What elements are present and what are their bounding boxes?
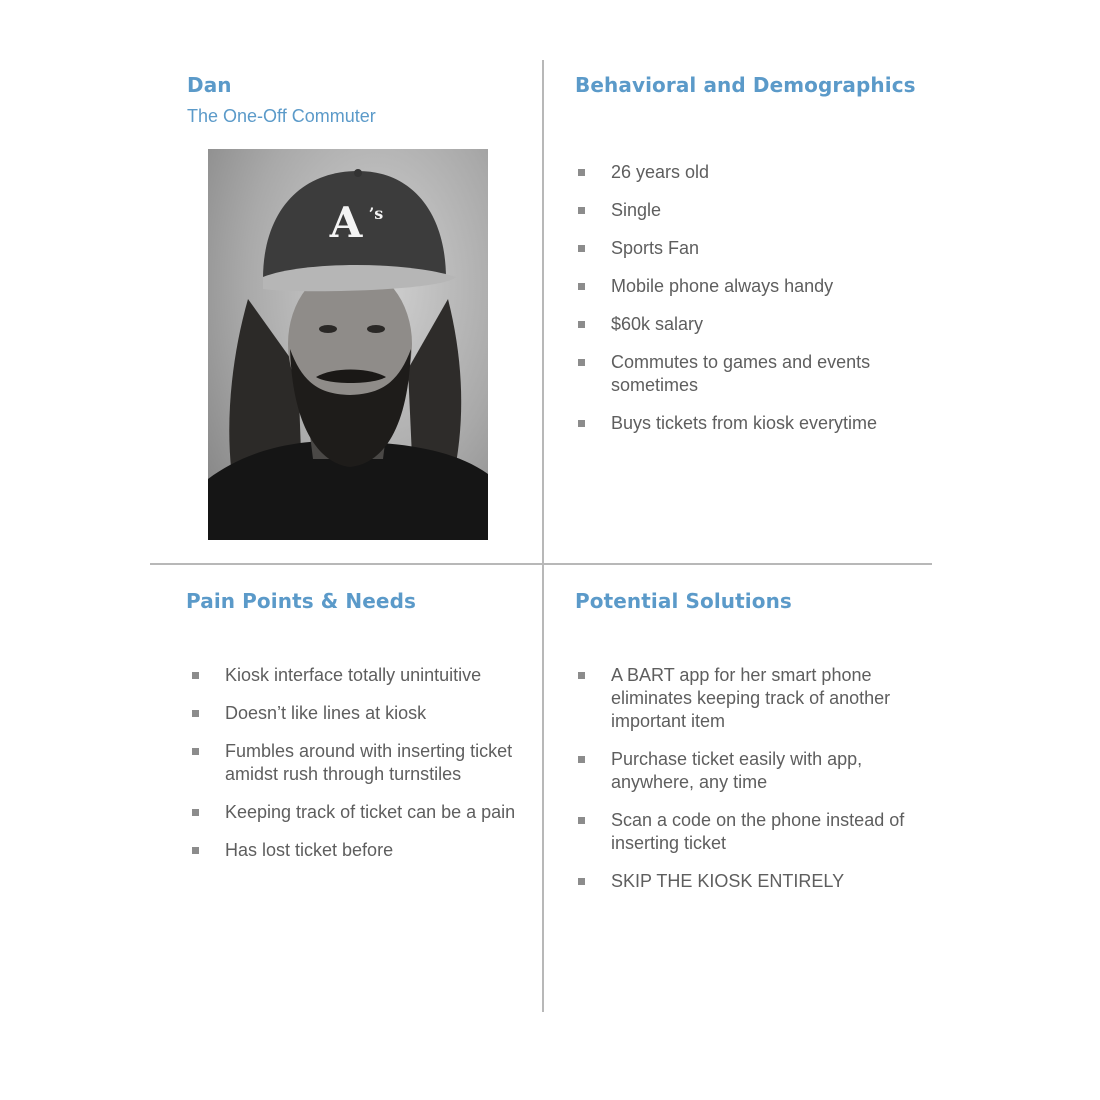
square-bullet-icon xyxy=(578,283,585,290)
list-item: Purchase ticket easily with app, anywhere, any time xyxy=(575,748,915,794)
athletics-logo-apostrophe-icon: ’s xyxy=(368,204,384,223)
persona-photo xyxy=(208,149,488,540)
square-bullet-icon xyxy=(578,169,585,176)
behavioral-list xyxy=(575,161,925,450)
list-item: Sports Fan xyxy=(575,237,925,260)
square-bullet-icon xyxy=(192,710,199,717)
solutions-heading: Potential Solutions xyxy=(575,589,792,613)
list-item: $60k salary xyxy=(575,313,925,336)
square-bullet-icon xyxy=(578,420,585,427)
pain-points-heading: Pain Points & Needs xyxy=(186,589,416,613)
solutions-list xyxy=(575,664,915,908)
persona-name: Dan xyxy=(187,73,232,97)
list-item: Fumbles around with inserting ticket amidst rush through turnstiles xyxy=(189,740,524,786)
list-item: Doesn’t like lines at kiosk xyxy=(189,702,524,725)
square-bullet-icon xyxy=(578,756,585,763)
list-item: Kiosk interface totally unintuitive xyxy=(189,664,524,687)
pain-points-list xyxy=(189,664,524,877)
list-item: Buys tickets from kiosk everytime xyxy=(575,412,925,435)
square-bullet-icon xyxy=(578,359,585,366)
square-bullet-icon xyxy=(192,847,199,854)
list-item: Single xyxy=(575,199,925,222)
square-bullet-icon xyxy=(578,207,585,214)
square-bullet-icon xyxy=(192,809,199,816)
square-bullet-icon xyxy=(192,748,199,755)
square-bullet-icon xyxy=(578,245,585,252)
athletics-logo-icon: A xyxy=(329,198,363,247)
list-item: Scan a code on the phone instead of inserting ticket xyxy=(575,809,915,855)
behavioral-heading: Behavioral and Demographics xyxy=(575,73,916,97)
list-item: Commutes to games and events sometimes xyxy=(575,351,925,397)
square-bullet-icon xyxy=(578,878,585,885)
list-item: SKIP THE KIOSK ENTIRELY xyxy=(575,870,915,893)
list-item: 26 years old xyxy=(575,161,925,184)
vertical-divider xyxy=(542,60,544,1012)
persona-subtitle: The One-Off Commuter xyxy=(187,106,376,126)
square-bullet-icon xyxy=(192,672,199,679)
square-bullet-icon xyxy=(578,817,585,824)
list-item: Keeping track of ticket can be a pain xyxy=(189,801,524,824)
horizontal-divider xyxy=(150,563,932,565)
square-bullet-icon xyxy=(578,672,585,679)
list-item: A BART app for her smart phone eliminates keeping track of another important item xyxy=(575,664,915,733)
list-item: Mobile phone always handy xyxy=(575,275,925,298)
square-bullet-icon xyxy=(578,321,585,328)
list-item: Has lost ticket before xyxy=(189,839,524,862)
